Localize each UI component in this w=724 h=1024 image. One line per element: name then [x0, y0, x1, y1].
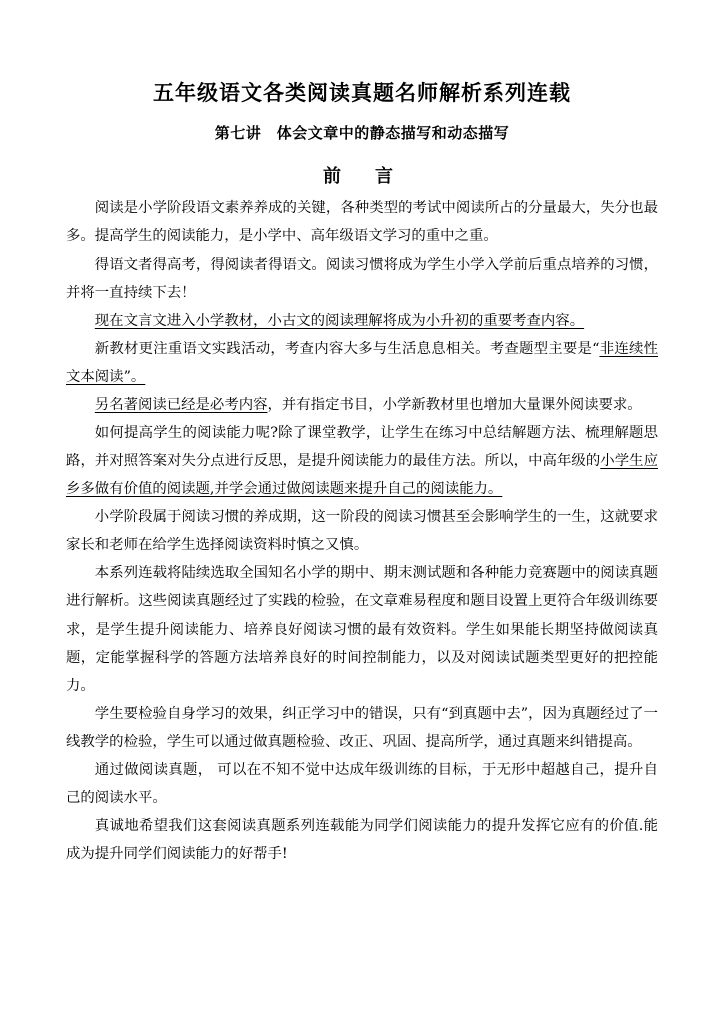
paragraph-6-text-underline: 小学生应乡多做有价值的阅读题,并学会通过做阅读题来提升自己的阅读能力。 — [66, 453, 658, 498]
paragraph-11: 真诚地希望我们这套阅读真题系列连载能为同学们阅读能力的提升发挥它应有的价值.能成为提升同学们阅读能力的好帮手! — [66, 818, 658, 863]
paragraph-8: 本系列连载将陆续选取全国知名小学的期中、期末测试题和各种能力竞赛题中的阅读真题进行解析。这些阅读真题经过了实践的检验，在文章难易程度和题目设置上更符合年级训练要求，是学生提升阅读能力、培养良好阅读习惯的最有效资料。学生如果能长期坚持做阅读真题，定能掌握科学的答题方法培养良好的时间控制能力，以及对阅读试题类型更好的把控能力。 — [66, 565, 658, 694]
paragraph-6-text: 如何提高学生的阅读能力呢?除了课堂教学，让学生在练习中总结解题方法、梳理解题思路，并对照答案对失分点进行反思，是提升阅读能力的最佳方法。所以，中高年级的小学生应乡多做有价值的阅读题,并学会通过做阅读题来提升自己的阅读能力。 — [66, 425, 658, 498]
paragraph-5 — [66, 391, 658, 419]
paragraph-7: 小学阶段属于阅读习惯的养成期，这一阶段的阅读习惯甚至会影响学生的一生，这就要求家长和老师在给学生选择阅读资料时慎之又慎。 — [66, 509, 658, 554]
paragraph-9: 学生要检验自身学习的效果，纠正学习中的错误，只有“到真题中去”，因为真题经过了一线教学的检验，学生可以通过做真题检验、改正、巩固、提高所学，通过真题来纠错提高。 — [66, 705, 658, 750]
paragraph-4-text: 新教材更注重语文实践活动，考查内容大多与生活息息相关。考查题型主要是“非连续性文本阅读”。 — [66, 340, 658, 385]
paragraph-2: 得语文者得高考，得阅读者得语文。阅读习惯将成为学生小学入学前后重点培养的习惯，并将一直持续下去！ — [66, 256, 658, 301]
body-text — [66, 194, 658, 868]
paragraph-4 — [66, 335, 658, 391]
paragraph-1: 阅读是小学阶段语文素养养成的关键，各种类型的考试中阅读所占的分量最大，失分也最多。提高学生的阅读能力，是小学中、高年级语文学习的重中之重。 — [66, 200, 658, 245]
paragraph-4-text-underline: 非连续性文本阅读”。 — [66, 340, 658, 385]
paragraph-10: 通过做阅读真题， 可以在不知不觉中达成年级训练的目标，于无形中超越自己，提升自己的阅读水平。 — [66, 761, 658, 807]
lesson-subtitle: 第七讲 体会文章中的静态描写和动态描写 — [214, 124, 510, 143]
section-heading: 前 言 — [323, 166, 401, 188]
paragraph-3: 现在文言文进入小学教材，小古文的阅读理解将成为小升初的重要考查内容。 — [94, 312, 585, 329]
paragraph-5-text: 另名著阅读已经是必考内容，并有指定书目，小学新教材里也增加大量课外阅读要求。 — [94, 396, 642, 413]
paragraph-5-text-underline: 另名著阅读已经是必考内容 — [94, 396, 268, 413]
page-title: 五年级语文各类阅读真题名师解析系列连载 — [153, 80, 571, 105]
paragraph-6 — [66, 419, 658, 503]
